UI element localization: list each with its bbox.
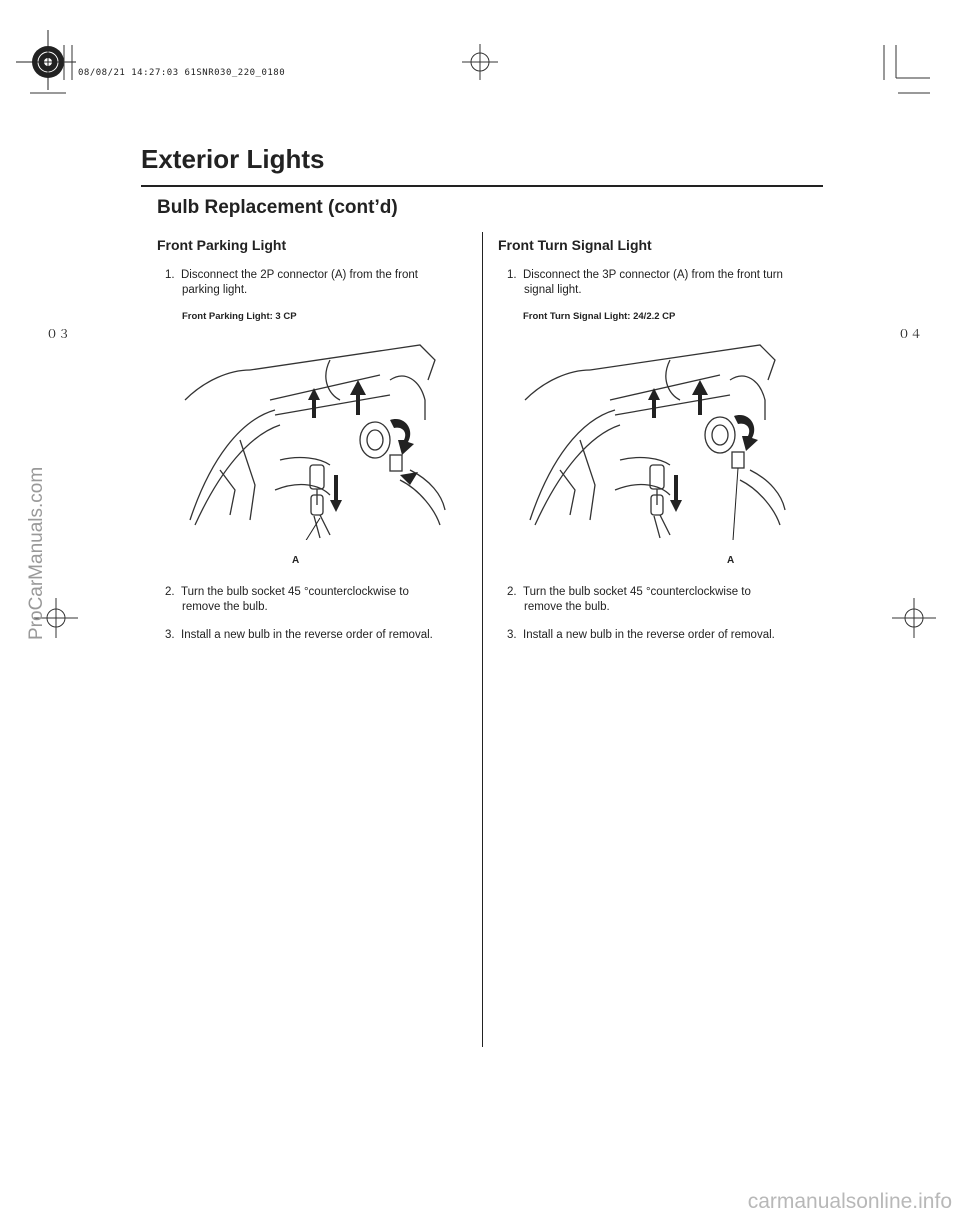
left-step-1 [165, 268, 418, 298]
right-callout-a: A [727, 555, 735, 566]
step-number: 3. [507, 629, 517, 641]
step-text-cont: remove the bulb. [524, 601, 610, 613]
step-number: 2. [507, 586, 517, 598]
step-text-cont: signal light. [524, 284, 582, 296]
step-text-cont: parking light. [182, 284, 248, 296]
right-caption: Front Turn Signal Light: 24/2.2 CP [523, 311, 676, 322]
column-divider [482, 232, 483, 1047]
step-number: 3. [165, 629, 175, 641]
turn-signal-illustration [520, 340, 790, 540]
left-caption: Front Parking Light: 3 CP [182, 311, 297, 322]
crop-mark-icon [884, 588, 944, 648]
step-number: 1. [507, 269, 517, 281]
step-text: Install a new bulb in the reverse order of removal. [523, 629, 775, 641]
left-callout-a: A [292, 555, 300, 566]
step-number: 1. [165, 269, 175, 281]
page-mark-right: ０４ [898, 327, 923, 341]
crop-mark-icon [0, 0, 960, 100]
bottom-watermark: carmanualsonline.info [747, 1190, 952, 1213]
step-text: Turn the bulb socket 45 °counterclockwise to [523, 586, 751, 598]
step-text: Disconnect the 2P connector (A) from the front [181, 269, 418, 281]
right-step-1 [507, 268, 783, 298]
right-step-2 [507, 585, 751, 615]
left-step-3 [165, 628, 433, 643]
step-text: Disconnect the 3P connector (A) from the front turn [523, 269, 783, 281]
left-heading: Front Parking Light [157, 237, 287, 253]
step-number: 2. [165, 586, 175, 598]
step-text: Install a new bulb in the reverse order of removal. [181, 629, 433, 641]
section-subtitle: Bulb Replacement (cont’d) [157, 197, 398, 218]
left-step-2 [165, 585, 409, 615]
page-mark-left: ０３ [46, 327, 71, 341]
side-watermark: ProCarManuals.com [26, 466, 47, 640]
step-text-cont: remove the bulb. [182, 601, 268, 613]
page-title: Exterior Lights [141, 144, 325, 174]
right-step-3 [507, 628, 775, 643]
parking-light-illustration [180, 340, 450, 540]
right-heading: Front Turn Signal Light [498, 237, 652, 253]
print-timestamp: 08/08/21 14:27:03 61SNR030_220_0180 [78, 68, 286, 78]
step-text: Turn the bulb socket 45 °counterclockwise to [181, 586, 409, 598]
title-divider [141, 185, 823, 187]
